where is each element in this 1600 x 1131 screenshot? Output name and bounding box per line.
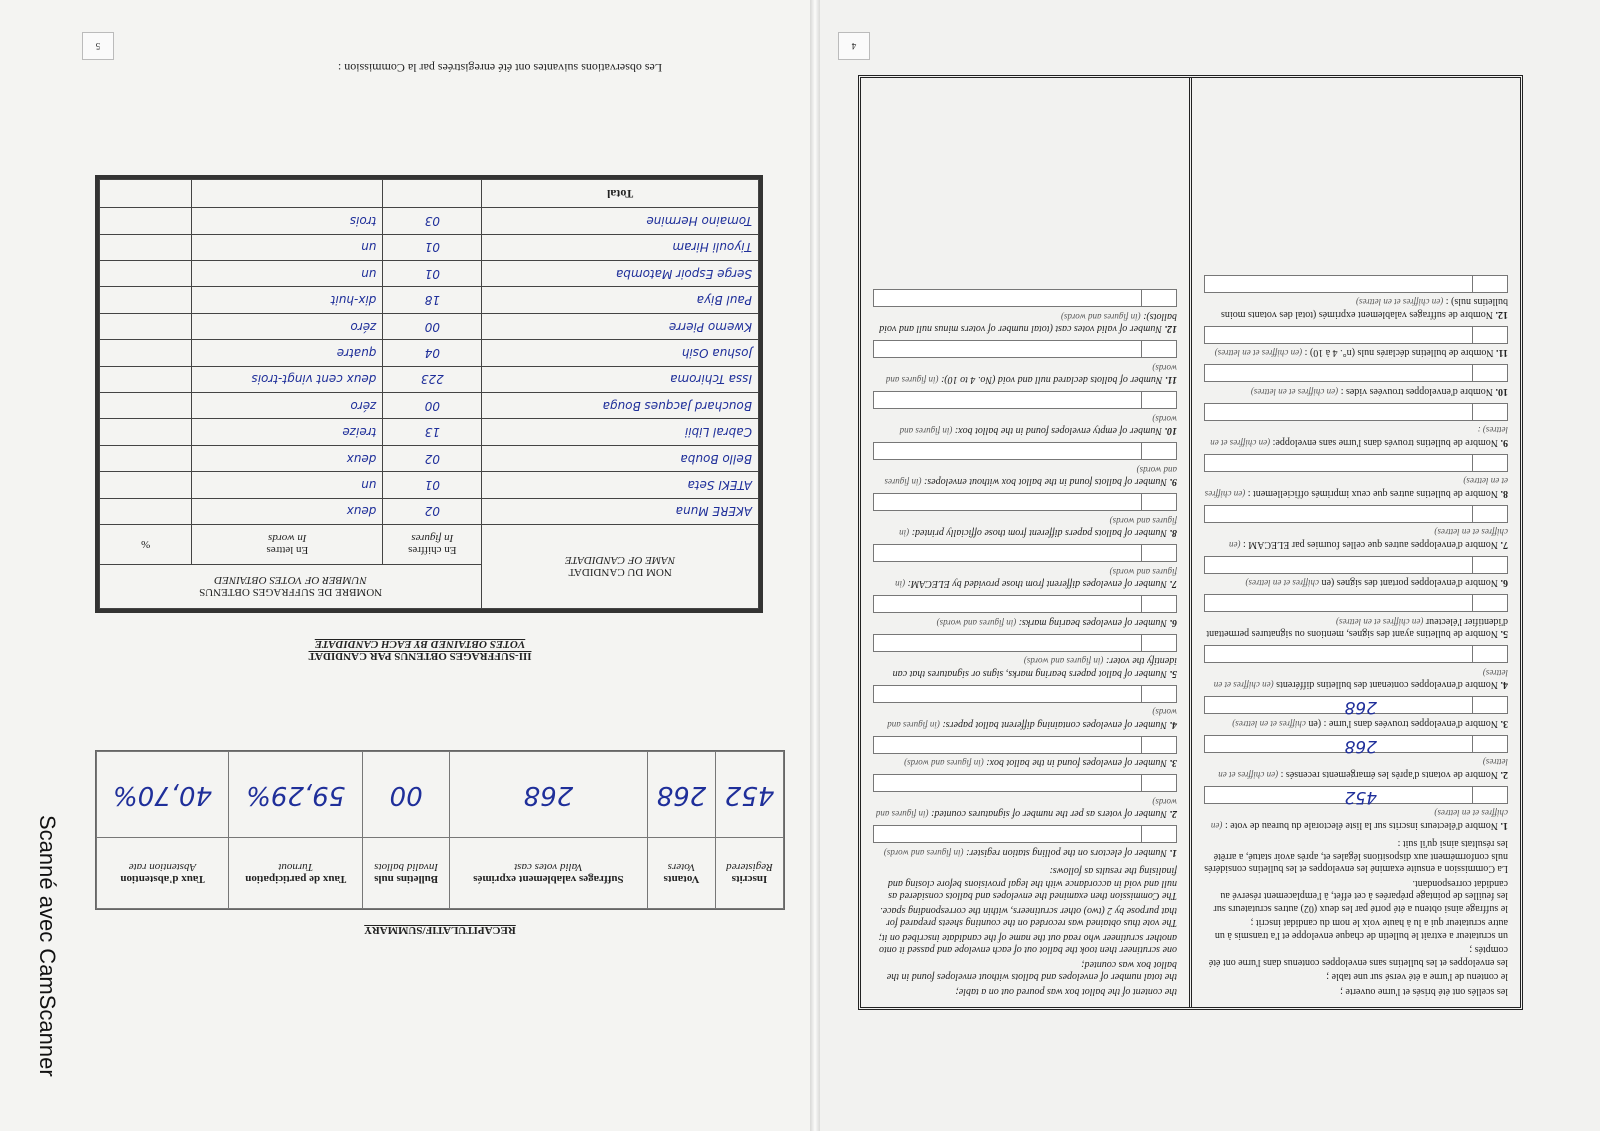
fr-intro: La Commission a ensuite examiné les enveloppes et les bulletins considérés nuls conformément aux dispositions légales et, après avoir statué, a arrêté les résultats ainsi qu'il suit : <box>1204 838 1508 875</box>
form-item-field[interactable] <box>1204 454 1508 472</box>
camscanner-watermark: Scanné avec CamScanner <box>35 815 60 1077</box>
page-number-4: 4 <box>838 32 870 60</box>
form-item: 4. Nombre d'enveloppes contenant des bulletins différents (en chiffres et en lettres) <box>1204 646 1508 691</box>
form-item: 6. Number of envelopes bearing marks: (in figures and words) <box>873 596 1177 629</box>
form-item-field[interactable] <box>1204 505 1508 523</box>
form-item: 7. Number of envelopes different from those provided by ELECAM: (in figures and words) <box>873 545 1177 590</box>
candidate-votes-words: un <box>192 472 383 498</box>
candidate-name: Bouchard Jacques Bouga <box>482 393 759 419</box>
candidate-percent <box>100 208 192 234</box>
candidate-name: Tiyouli Hiram <box>482 234 759 260</box>
form-column-english <box>861 78 1189 1007</box>
candidate-row <box>100 445 759 471</box>
form-item: 10. Number of empty envelopes found in the ballot box: (in figures and words) <box>873 392 1177 437</box>
summary-header: Suffrages valablement exprimés Valid votes cast <box>449 838 647 909</box>
form-item-field[interactable] <box>873 826 1177 844</box>
candidate-row <box>100 261 759 287</box>
form-item: 5. Nombre de bulletins ayant des signes, mentions ou signatures permettant d'identifier l'électeur (en chiffres et en lettres) <box>1204 595 1508 640</box>
candidate-votes-figures: 01 <box>383 234 482 260</box>
procedure-bullet: les enveloppes et les bulletins sans enveloppes contenus dans l'urne ont été comptés ; <box>1208 944 1508 968</box>
candidate-percent <box>100 419 192 445</box>
form-item-field[interactable] <box>873 341 1177 359</box>
candidate-votes-words: trois <box>192 208 383 234</box>
candidate-percent <box>100 498 192 524</box>
candidate-votes-figures: 03 <box>383 208 482 234</box>
candidate-votes-words: deux cent vingt-trois <box>192 366 383 392</box>
candidate-votes-words: deux <box>192 498 383 524</box>
total-label: Total <box>482 180 759 208</box>
candidate-votes-figures: 18 <box>383 287 482 313</box>
results-form <box>858 75 1523 1010</box>
candidate-row <box>100 234 759 260</box>
candidate-row <box>100 472 759 498</box>
form-item-field[interactable] <box>1204 365 1508 383</box>
form-item: 10. Nombre d'enveloppes trouvées vides : (en chiffres et en lettres) <box>1204 365 1508 398</box>
percent-header: % <box>100 525 192 565</box>
form-item-field[interactable] <box>1204 326 1508 344</box>
form-item: 8. Nombre de bulletins autres que ceux imprimés officiellement : (en chiffres et en lettres) <box>1204 454 1508 499</box>
name-header: NOM DU CANDIDAT NAME OF CANDIDATE <box>482 525 759 609</box>
form-item-value: 452 <box>1344 787 1377 807</box>
candidate-votes-figures: 223 <box>383 366 482 392</box>
summary-value: 452 <box>715 752 783 838</box>
form-item-field[interactable] <box>873 443 1177 461</box>
form-item-field[interactable] <box>873 290 1177 308</box>
candidate-name: Issa Tchiroma <box>482 366 759 392</box>
candidate-votes-figures: 00 <box>383 393 482 419</box>
summary-value: 268 <box>647 752 715 838</box>
form-item-field[interactable] <box>873 685 1177 703</box>
form-item: 6. Nombre d'enveloppes portant des signes (en chiffres et en lettres) <box>1204 556 1508 589</box>
votes-header: NOMBRE DE SUFFRAGES OBTENUS NUMBER OF VOTES OBTAINED <box>100 565 482 609</box>
form-item-field[interactable] <box>1204 275 1508 293</box>
candidate-votes-figures: 01 <box>383 472 482 498</box>
candidate-percent <box>100 234 192 260</box>
candidate-name: Kwemo Pierre <box>482 313 759 339</box>
candidate-row <box>100 340 759 366</box>
candidate-percent <box>100 393 192 419</box>
observations-label: Les observations suivantes ont été enregistrées par la Commission : <box>337 61 663 75</box>
candidate-votes-words: zéro <box>192 313 383 339</box>
candidate-votes-figures: 01 <box>383 261 482 287</box>
form-item-field[interactable] <box>1204 697 1508 718</box>
candidate-row <box>100 393 759 419</box>
candidate-percent <box>100 313 192 339</box>
candidate-percent <box>100 366 192 392</box>
form-item: 9. Nombre de bulletins trouvés dans l'urne sans enveloppe: (en chiffres et en lettres) : <box>1204 403 1508 448</box>
form-item-field[interactable] <box>873 736 1177 754</box>
form-item: 12. Number of valid votes cast (total number of voters minus null and void ballots): (in figures and words) <box>873 290 1177 335</box>
form-item-field[interactable] <box>1204 786 1508 807</box>
candidate-row <box>100 208 759 234</box>
procedure-bullet: one scrutineer then took the ballot out of each envelope and passed it onto another scrutineer who read out the name of the candidate inscribed on it; <box>878 932 1177 956</box>
procedure-bullet: le contenu de l'urne a été versé sur une table ; <box>1326 971 1508 983</box>
candidate-name: Joshua Osih <box>482 340 759 366</box>
form-item: 5. Number of ballot papers bearing marks, signs or signatures that can identify the voter: (in figures and words) <box>873 634 1177 679</box>
candidate-name: Paul Biya <box>482 287 759 313</box>
summary-header: Bulletins nuls Invalid ballots <box>363 838 449 909</box>
candidate-votes-words: treize <box>192 419 383 445</box>
procedure-bullet: The vote thus obtained was recorded on the counting sheets prepared for that purpose by 2 (two) other scrutineers, within the corresponding space. <box>880 905 1177 929</box>
candidate-votes-figures: 02 <box>383 498 482 524</box>
form-item-field[interactable] <box>1204 595 1508 613</box>
procedure-bullet: the total number of envelopes and ballots without envelopes found in the ballot box was counted; <box>886 959 1177 983</box>
form-item-field[interactable] <box>873 392 1177 410</box>
candidate-votes-figures: 13 <box>383 419 482 445</box>
candidate-name: Tomaino Hermine <box>482 208 759 234</box>
form-item: 1. Number of electors on the polling station register: (in figures and words) <box>873 826 1177 859</box>
page-gutter <box>810 0 820 1131</box>
candidate-votes-words: un <box>192 261 383 287</box>
form-item-field[interactable] <box>873 596 1177 614</box>
summary-value: 268 <box>449 752 647 838</box>
summary-value: 59,29% <box>229 752 363 838</box>
candidate-percent <box>100 340 192 366</box>
votes-section-title: III-SUFFRAGES OBTENUS PAR CANDIDAT VOTES OBTAINED BY EACH CANDIDATE <box>308 638 532 662</box>
figures-header: En chiffres In figures <box>383 525 482 565</box>
summary-value: 00 <box>363 752 449 838</box>
candidate-votes-words: deux <box>192 445 383 471</box>
page-number-5: 5 <box>82 32 114 60</box>
form-item-field[interactable] <box>1204 556 1508 574</box>
procedure-bullet: le suffrage ainsi obtenu a été porté par les deux (02) autres scrutateurs sur les feuilles de pointage préparées à cet effet, à l'emplacement réservé au candidat correspondant. <box>1213 878 1508 914</box>
summary-header: Taux de participation Turnout <box>229 838 363 909</box>
candidate-name: Cabral Libii <box>482 419 759 445</box>
form-item: 1. Nombre d'électeurs inscrits sur la liste électorale du bureau de vote : (en chiffres et en lettres) 452 <box>1204 786 1508 831</box>
candidate-name: Bello Bouba <box>482 445 759 471</box>
candidate-percent <box>100 287 192 313</box>
form-item: 3. Nombre d'enveloppes trouvées dans l'urne : (en chiffres et en lettres) 268 <box>1204 697 1508 730</box>
form-item-field[interactable] <box>1204 646 1508 664</box>
form-item: 11. Nombre de bulletins déclarés nuls (n°. 4 à 10) : (en chiffres et en lettres) <box>1204 326 1508 359</box>
summary-header: Votants Voters <box>647 838 715 909</box>
form-item: 9. Number of ballots found in the ballot box without envelopes: (in figures and words) <box>873 443 1177 488</box>
form-item: 3. Number of envelopes found in the ballot box: (in figures and words) <box>873 736 1177 769</box>
candidate-votes-figures: 02 <box>383 445 482 471</box>
total-figures <box>383 180 482 208</box>
form-column-french <box>1189 78 1520 1007</box>
form-item-field[interactable] <box>1204 735 1508 756</box>
form-item-value: 268 <box>1344 697 1377 718</box>
candidate-votes-words: dix-huit <box>192 287 383 313</box>
procedure-bullet: the content of the ballot box was poured out on a table; <box>955 986 1177 997</box>
form-item: 7. Nombre d'enveloppes autres que celles fournies par ELECAM : (en chiffres et en lettres) <box>1204 505 1508 550</box>
summary-table <box>95 750 785 910</box>
candidate-votes-figures: 00 <box>383 313 482 339</box>
candidate-row <box>100 366 759 392</box>
candidate-percent <box>100 472 192 498</box>
candidate-row <box>100 419 759 445</box>
total-words <box>192 180 383 208</box>
candidate-percent <box>100 445 192 471</box>
summary-header: Taux d'abstention Abstention rate <box>97 838 229 909</box>
form-item-field[interactable] <box>873 775 1177 793</box>
candidate-votes-words: un <box>192 234 383 260</box>
candidate-name: ATEKI Seta <box>482 472 759 498</box>
form-item-value: 268 <box>1344 736 1377 756</box>
candidate-name: AKERE Muna <box>482 498 759 524</box>
form-item-field[interactable] <box>873 634 1177 652</box>
candidate-votes-words: zéro <box>192 393 383 419</box>
candidate-row <box>100 498 759 524</box>
form-item: 12. Nombre de suffrages valablement exprimés (total des votants moins bulletins nuls) : (en chiffres et en lettres) <box>1204 275 1508 320</box>
procedure-bullet: un scrutateur a extrait le bulletin de chaque enveloppe et l'a transmis à un autre scrutateur qui a lu à haute voix le nom du candidat inscrit ; <box>1214 917 1508 941</box>
total-percent <box>100 180 192 208</box>
form-item-field[interactable] <box>873 494 1177 512</box>
en-intro: The Commission then examined the envelopes and ballots considered as null and void in accordance with the legal provisions before closing and finalising the results as follows: <box>887 865 1177 902</box>
form-item-field[interactable] <box>1204 403 1508 421</box>
words-header: En lettres In words <box>192 525 383 565</box>
summary-title: RECAPITULATIF/SUMMARY <box>364 924 516 936</box>
candidate-votes-words: quatre <box>192 340 383 366</box>
procedure-bullet: les scellés ont été brisés et l'urne ouverte ; <box>1340 986 1508 997</box>
form-item: 8. Number of ballots papers different from those officially printed: (in figures and words) <box>873 494 1177 539</box>
form-item: 4. Number of envelopes containing different ballot papers: (in figures and words) <box>873 685 1177 730</box>
summary-value: 40,70% <box>97 752 229 838</box>
form-item: 2. Number of voters as per the number of signatures counted: (in figures and words) <box>873 775 1177 820</box>
form-item-field[interactable] <box>873 545 1177 563</box>
candidate-percent <box>100 261 192 287</box>
candidate-votes-figures: 04 <box>383 340 482 366</box>
form-item: 11. Number of ballots declared null and void (No. 4 to 10): (in figures and words) <box>873 341 1177 386</box>
candidate-row <box>100 287 759 313</box>
candidate-votes-table <box>95 175 763 613</box>
candidate-row <box>100 313 759 339</box>
summary-header: Inscrits Registered <box>715 838 783 909</box>
form-item: 2. Nombre de votants d'après les émargements recensés : (en chiffres et en lettres) 268 <box>1204 735 1508 780</box>
candidate-name: Serge Espoir Matomba <box>482 261 759 287</box>
